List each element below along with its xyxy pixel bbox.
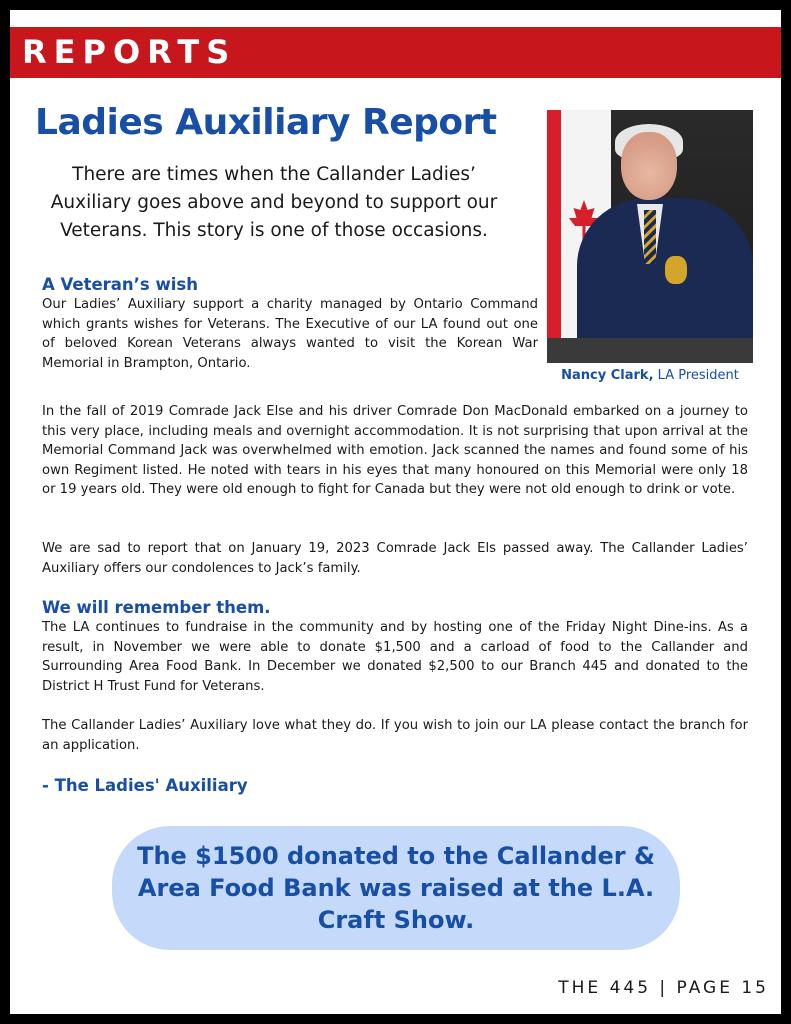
photo-caption	[547, 368, 753, 383]
railing	[547, 338, 753, 363]
paragraph-condolences: We are sad to report that on January 19, 2023 Comrade Jack Els passed away. The Callander Ladies’ Auxiliary offers our condolences to Jack’s family.	[42, 541, 748, 576]
person-tie	[644, 210, 656, 264]
callout-box	[112, 826, 680, 950]
legion-badge-icon	[665, 256, 687, 284]
article-intro: There are times when the Callander Ladies’ Auxiliary goes above and beyond to support our Veterans. This story is one of those occasions.	[50, 164, 498, 241]
person-head	[621, 132, 677, 200]
section-heading-remember: We will remember them.	[42, 598, 271, 617]
banner-label: REPORTS	[22, 33, 237, 71]
page	[10, 10, 781, 1014]
section-banner	[10, 27, 781, 78]
article-title: Ladies Auxiliary Report	[35, 102, 497, 143]
paragraph-journey: In the fall of 2019 Comrade Jack Else and his driver Comrade Don MacDonald embarked on a journey to this very place, including meals and overnight accommodation. It is not surprising that upon arrival at the Memorial Command Jack was overwhelmed with emotion. Jack scanned the names and found some of his own Regiment listed. He noted with tears in his eyes that many honoured on this Memorial were only 18 or 19 years old. They were old enough to fight for Canada but they were not old enough to drink or vote.	[42, 404, 748, 497]
caption-role: LA President	[653, 368, 739, 383]
section-heading-veterans-wish: A Veteran’s wish	[42, 275, 198, 294]
signature: - The Ladies' Auxiliary	[42, 776, 248, 795]
paragraph-join: The Callander Ladies’ Auxiliary love what they do. If you wish to join our LA please contact the branch for an application.	[42, 718, 748, 753]
callout-text: The $1500 donated to the Callander & Area Food Bank was raised at the L.A. Craft Show.	[137, 842, 655, 934]
paragraph-fundraising: The LA continues to fundraise in the community and by hosting one of the Friday Night Dine-ins. As a result, in November we were able to donate $1,500 and a carload of food to the Callander and Surrounding Area Food Bank. In December we donated $2,500 to our Branch 445 and donated to the District H Trust Fund for Veterans.	[42, 620, 748, 694]
paragraph-charity: Our Ladies’ Auxiliary support a charity managed by Ontario Command which grants wishes for Veterans. The Executive of our LA found out one of beloved Korean Veterans always wanted to visit the Korean War Memorial in Brampton, Ontario.	[42, 297, 538, 371]
caption-name: Nancy Clark,	[561, 368, 654, 383]
page-footer: THE 445 | PAGE 15	[558, 978, 769, 998]
president-photo	[547, 110, 753, 363]
